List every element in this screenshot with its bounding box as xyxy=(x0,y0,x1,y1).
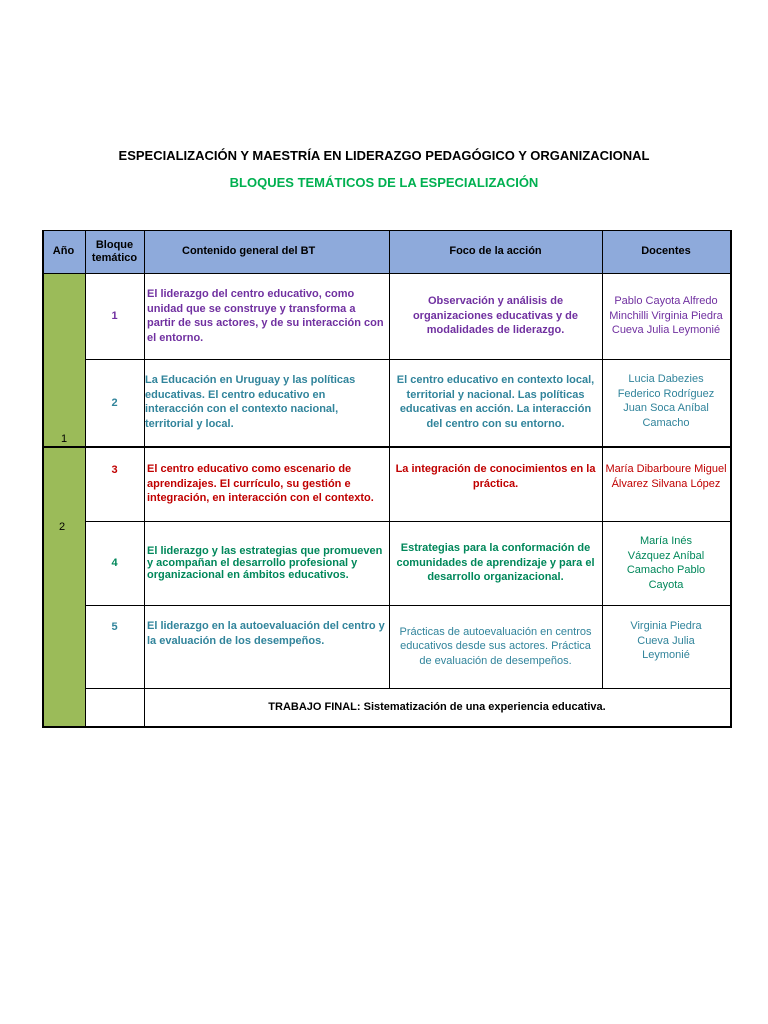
final-work: TRABAJO FINAL: Sistematización de una experiencia educativa. xyxy=(268,701,606,714)
block-teachers: María Dibarboure Miguel Álvarez Silvana López xyxy=(605,463,727,490)
page-subtitle: BLOQUES TEMÁTICOS DE LA ESPECIALIZACIÓN xyxy=(229,175,539,190)
header-block: Bloque temático xyxy=(85,230,144,273)
table-border xyxy=(730,230,732,727)
year-1-label: 1 xyxy=(61,433,68,445)
block-content: El liderazgo y las estrategias que promueven y acompañan el desarrollo profesional y organizacional en ámbitos educativos. xyxy=(147,545,383,581)
block-number: 3 xyxy=(111,464,118,476)
year-2-cell xyxy=(42,447,85,727)
block-focus: La integración de conocimientos en la práctica. xyxy=(395,463,596,490)
block-focus: Observación y análisis de organizaciones educativas y de modalidades de liderazgo. xyxy=(412,295,579,337)
table-border xyxy=(85,605,730,606)
block-focus: Estrategias para la conformación de comunidades de aprendizaje y para el desarrollo organizacional. xyxy=(396,542,595,584)
block-number: 1 xyxy=(111,309,118,322)
block-content: La Educación en Uruguay y las políticas educativas. El centro educativo en interacción con el contexto nacional, territorial y local. xyxy=(145,374,356,430)
block-content: El liderazgo en la autoevaluación del centro y la evaluación de los desempeños. xyxy=(147,620,385,647)
block-number: 2 xyxy=(111,396,118,409)
table-border xyxy=(85,230,86,727)
block-focus: El centro educativo en contexto local, territorial y nacional. Las políticas educativas en acción. La interacción del centro con su entorno. xyxy=(396,374,595,430)
table-border xyxy=(42,230,44,727)
table-border xyxy=(144,230,145,727)
year-2-label: 2 xyxy=(59,521,66,533)
block-content: El centro educativo como escenario de aprendizajes. El currículo, su gestión e integración, en interacción con el contexto. xyxy=(147,463,374,504)
table-border xyxy=(85,359,730,360)
table-border xyxy=(42,273,732,274)
block-teachers: María Inés Vázquez Aníbal Camacho Pablo Cayota xyxy=(626,535,706,591)
table-border xyxy=(85,521,730,522)
header-teachers: Docentes xyxy=(602,230,730,273)
block-teachers: Virginia Piedra Cueva Julia Leymonié xyxy=(630,620,702,661)
table-border xyxy=(42,726,732,728)
block-number: 4 xyxy=(111,556,118,569)
table-border xyxy=(85,688,730,689)
page-title: ESPECIALIZACIÓN Y MAESTRÍA EN LIDERAZGO PEDAGÓGICO Y ORGANIZACIONAL xyxy=(118,148,650,163)
year-1-cell xyxy=(42,273,85,447)
block-number: 5 xyxy=(111,621,118,633)
header-year: Año xyxy=(42,230,85,273)
table-border xyxy=(42,446,732,448)
block-content: El liderazgo del centro educativo, como unidad que se construye y transforma a partir de sus actores, y de su interacción con el entorno. xyxy=(147,288,384,344)
header-focus: Foco de la acción xyxy=(389,230,602,273)
block-teachers: Lucia Dabezies Federico Rodríguez Juan Soca Aníbal Camacho xyxy=(617,373,715,429)
table-border xyxy=(42,230,730,231)
header-content: Contenido general del BT xyxy=(144,230,389,273)
table-border xyxy=(602,230,603,688)
block-focus: Prácticas de autoevaluación en centros educativos desde sus actores. Práctica de evaluación de desempeños. xyxy=(399,625,592,667)
block-teachers: Pablo Cayota Alfredo Minchilli Virginia Piedra Cueva Julia Leymonié xyxy=(609,295,723,337)
table-border xyxy=(389,230,390,688)
